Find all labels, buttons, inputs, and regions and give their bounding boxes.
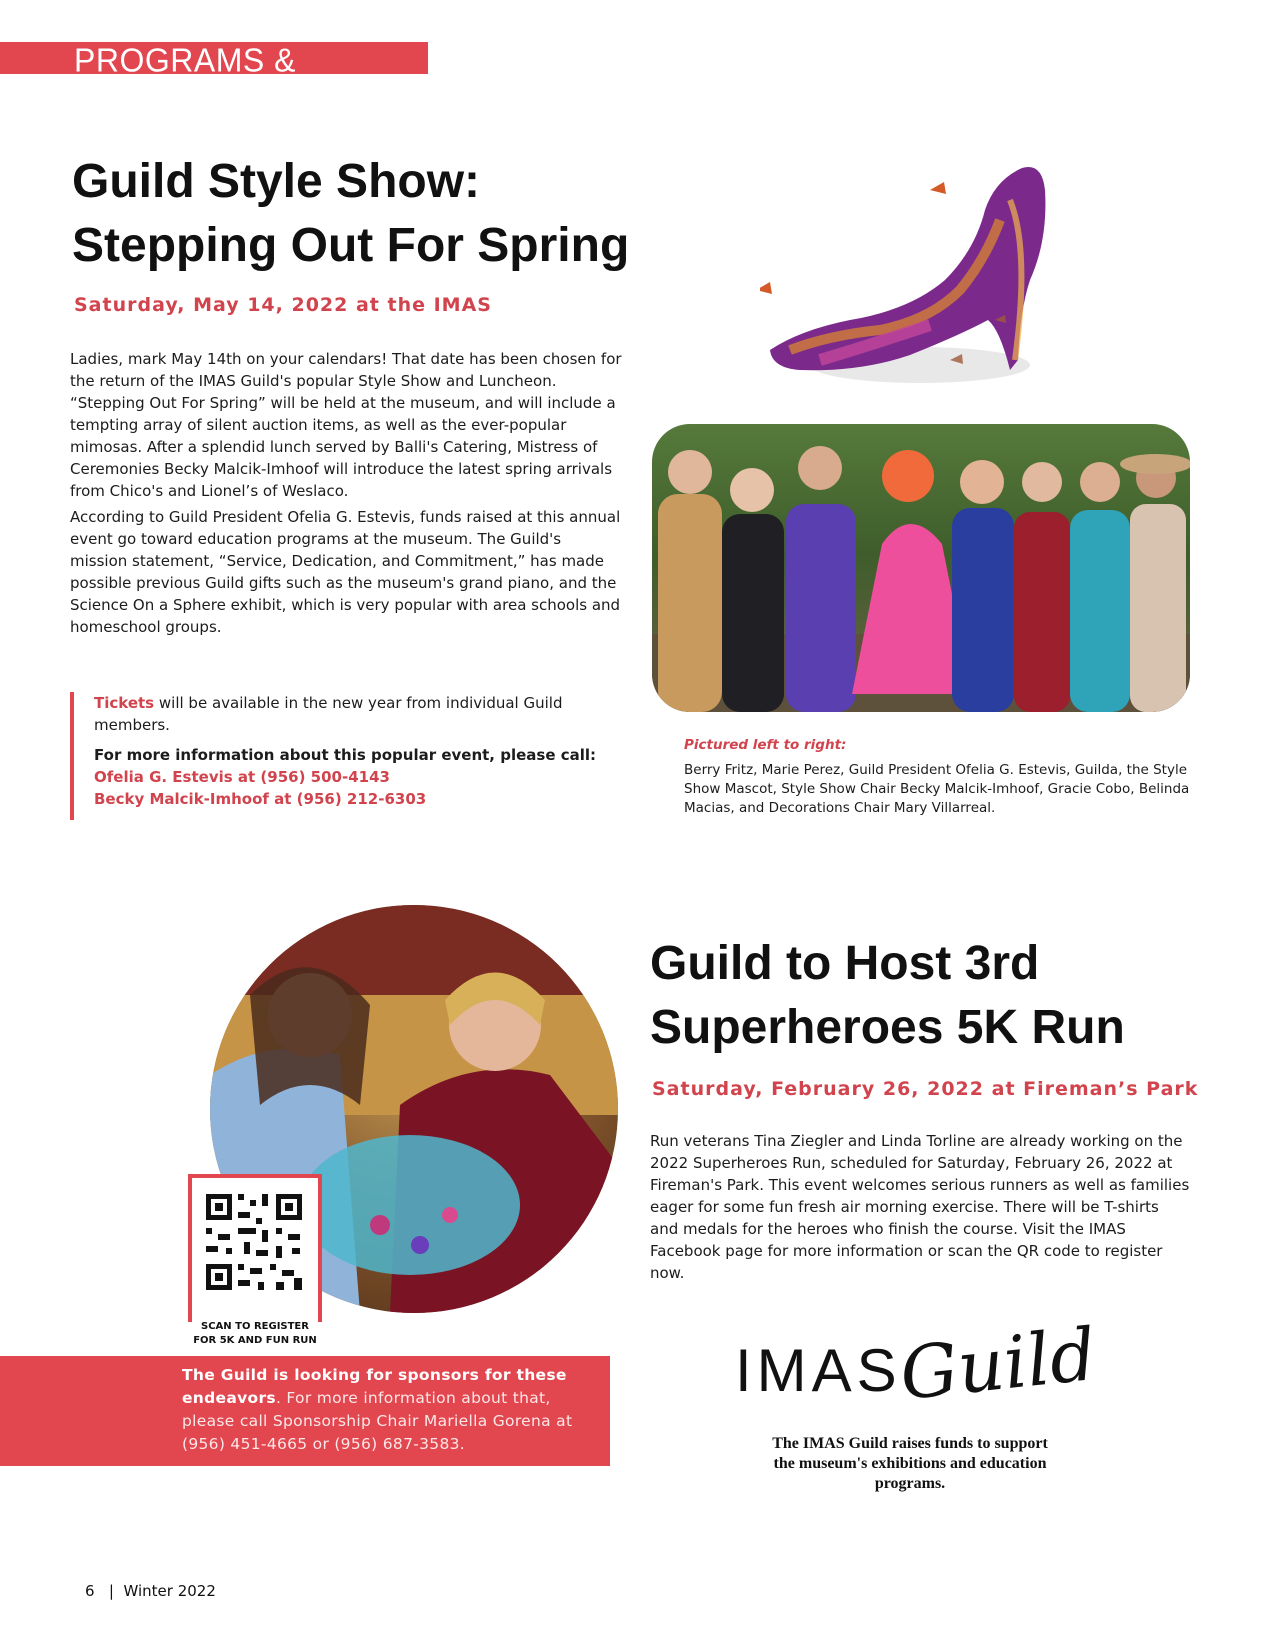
page-footer xyxy=(85,1582,216,1600)
article2-body xyxy=(650,1130,1190,1288)
caption-heading: Pictured left to right: xyxy=(684,737,847,753)
sponsor-rest: . For more information about that, please call Sponsorship Chair Mariella Gorena at (956) 451-4665 or (956) 687-3583. xyxy=(182,1389,573,1453)
butterfly-shoe-illustration xyxy=(760,160,1090,400)
article1-para2: According to Guild President Ofelia G. Estevis, funds raised at this annual event go toward education programs at the museum. The Guild's mission statement, “Service, Dedication, and Commitment,” has made possible previous Guild gifts such as the museum's grand piano, and the Science On a Sphere exhibit, which is very popular with area schools and homeschool groups. xyxy=(70,508,621,636)
section-tab xyxy=(0,41,428,118)
tickets-bold: Tickets xyxy=(94,694,155,712)
contact-1: Ofelia G. Estevis at (956) 500-4143 xyxy=(94,768,390,786)
qr-code-icon[interactable] xyxy=(192,1178,318,1322)
article2-para1: Run veterans Tina Ziegler and Linda Torline are already working on the 2022 Superheroes Run, scheduled for Saturday, February 26, 2022 at Fireman's Park. This event welcomes serious runners as well as families eager for some fun fresh air morning exercise. There will be T-shirts and medals for the heroes who finish the course. Visit the IMAS Facebook page for more information or scan the QR code to register now. xyxy=(650,1132,1190,1282)
caption-text: Berry Fritz, Marie Perez, Guild President Ofelia G. Estevis, Guilda, the Style Show Mascot, Style Show Chair Becky Malcik-Imhoof, Gracie Cobo, Belinda Macias, and Decorations Chair Mary Villarreal. xyxy=(684,762,1190,816)
sponsor-callout xyxy=(0,1356,610,1466)
qr-label xyxy=(182,1320,328,1348)
group-photo-figures xyxy=(652,424,1190,712)
photo-caption xyxy=(684,736,1204,818)
guild-logo-script: Guild xyxy=(896,1311,1100,1417)
article1-title-line1: Guild Style Show: xyxy=(72,155,481,208)
tickets-rest: will be available in the new year from individual Guild members. xyxy=(94,694,563,734)
section-tab-label: PROGRAMS & EVENTS xyxy=(74,41,296,118)
tickets-info-box xyxy=(70,692,630,820)
logo-tagline: The IMAS Guild raises funds to support the museum's exhibitions and education programs. xyxy=(772,1435,1048,1492)
article2-date: Saturday, February 26, 2022 at Fireman’s Park xyxy=(652,1078,1199,1100)
article2-title xyxy=(650,932,1250,1060)
qr-label-line2: FOR 5K AND FUN RUN xyxy=(193,1335,317,1346)
sponsor-bold: The Guild is looking for sponsors for these endeavors xyxy=(182,1366,567,1407)
group-photo xyxy=(652,424,1190,712)
article1-body xyxy=(70,348,622,642)
imas-logo-word: IMAS xyxy=(735,1337,902,1404)
article1-date: Saturday, May 14, 2022 at the IMAS xyxy=(74,294,492,316)
tickets-line xyxy=(94,692,630,736)
footer-separator: | xyxy=(108,1582,114,1600)
qr-label-line1: SCAN TO REGISTER xyxy=(201,1321,309,1332)
article1-title-line2: Stepping Out For Spring xyxy=(72,219,630,272)
article1-para1: Ladies, mark May 14th on your calendars! That date has been chosen for the return of the IMAS Guild's popular Style Show and Luncheon. “Stepping Out For Spring” will be held at the museum, and will include a tempting array of silent auction items, as well as the ever-popular mimosas. After a splendid lunch served by Balli's Catering, Mistress of Ceremonies Becky Malcik-Imhoof will introduce the latest spring arrivals from Chico's and Lionel’s of Weslaco. xyxy=(70,350,622,500)
qr-code-frame[interactable] xyxy=(188,1174,322,1322)
info-heading: For more information about this popular event, please call: xyxy=(94,746,597,764)
sponsor-text xyxy=(182,1364,592,1456)
contact-2: Becky Malcik-Imhoof at (956) 212-6303 xyxy=(94,790,427,808)
article1-title xyxy=(72,150,722,278)
article2-title-line1: Guild to Host 3rd xyxy=(650,937,1040,990)
page-number: 6 xyxy=(85,1582,95,1600)
issue-label: Winter 2022 xyxy=(123,1582,216,1600)
article2-title-line2: Superheroes 5K Run xyxy=(650,1001,1125,1054)
